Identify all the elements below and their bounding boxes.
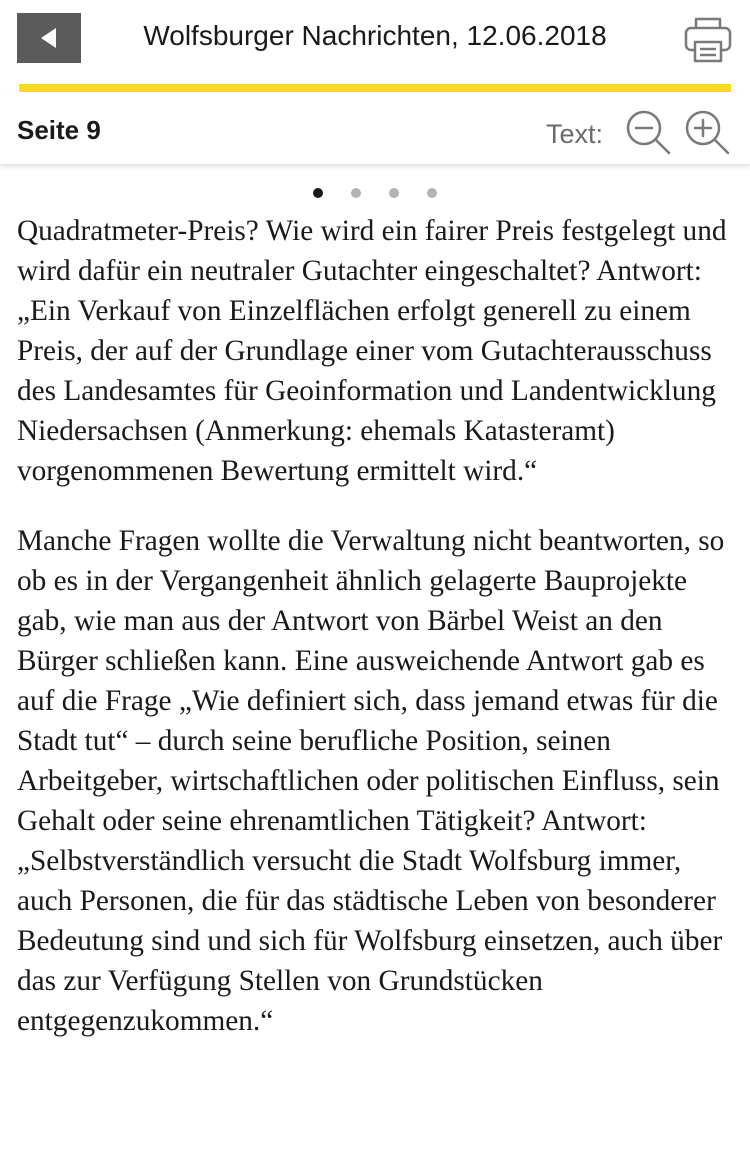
- text-size-label: Text:: [546, 119, 604, 149]
- page-number-label: Seite 9: [17, 115, 101, 145]
- zoom-in-icon: [683, 108, 731, 156]
- page-title: Wolfsburger Nachrichten, 12.06.2018: [143, 20, 607, 51]
- print-button[interactable]: [682, 14, 734, 66]
- page-dot-1[interactable]: [313, 188, 323, 198]
- back-button[interactable]: [17, 13, 81, 63]
- increase-text-button[interactable]: [683, 108, 731, 156]
- printer-icon: [682, 14, 734, 66]
- header: [0, 0, 750, 84]
- back-arrow-icon: [39, 27, 59, 49]
- page-toolbar: [0, 92, 750, 165]
- page-dot-4[interactable]: [427, 188, 437, 198]
- article-paragraph: Manche Fragen wollte die Verwaltung nicht beantworten, so ob es in der Vergangenheit ähnlich gelagerte Bauprojekte gab, wie man aus der Antwort von Bärbel Weist an den Bürger schließen kann. Eine ausweichende Antwort gab es auf die Frage „Wie definiert sich, dass jemand etwas für die Stadt tut“ – durch seine berufliche Position, seinen Arbeitgeber, wirtschaftlichen oder politischen Einfluss, sein Gehalt oder seine ehrenamtlichen Tätigkeit? Antwort: „Selbstverständlich versucht die Stadt Wolfsburg immer, auch Personen, die für das städtische Leben von besonderer Bedeutung sind und sich für Wolfsburg einsetzen, auch über das zur Verfügung Stellen von Grundstücken entgegenzukommen.“: [17, 525, 725, 1037]
- zoom-out-icon: [624, 108, 672, 156]
- decrease-text-button[interactable]: [624, 108, 672, 156]
- article-body: [17, 211, 739, 1071]
- page-dot-3[interactable]: [389, 188, 399, 198]
- page-dot-2[interactable]: [351, 188, 361, 198]
- page-indicator: [0, 188, 750, 200]
- accent-divider: [19, 84, 731, 92]
- article-paragraph: Quadratmeter-Preis? Wie wird ein fairer Preis festgelegt und wird dafür ein neutraler Gutachter eingeschaltet? Antwort: „Ein Verkauf von Einzelflächen erfolgt generell zu einem Preis, der auf der Grundlage einer vom Gutachterausschuss des Landesamtes für Geoinformation und Landentwicklung Niedersachsen (Anmerkung: ehemals Katasteramt) vorgenommenen Bewertung ermittelt wird.“: [17, 215, 727, 487]
